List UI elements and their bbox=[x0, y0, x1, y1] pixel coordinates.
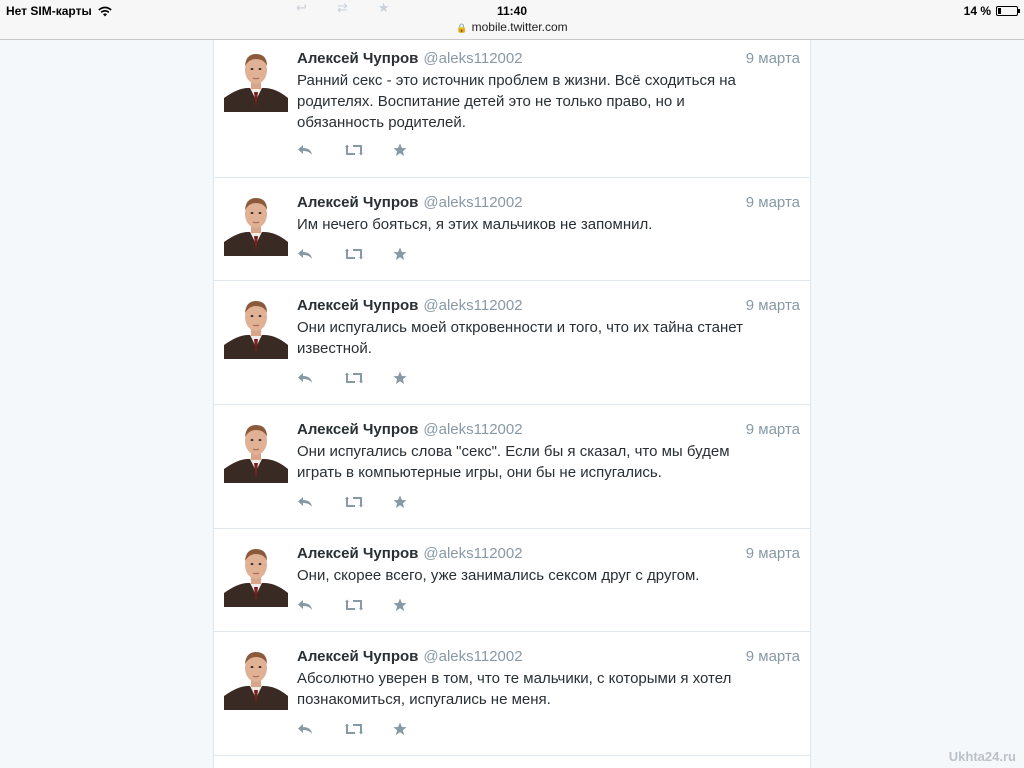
status-bar bbox=[0, 0, 1024, 40]
tweet-actions bbox=[297, 244, 441, 264]
reply-icon[interactable]: ↩ bbox=[296, 0, 307, 15]
retweet-icon[interactable] bbox=[345, 368, 393, 388]
retweet-icon[interactable] bbox=[345, 244, 393, 264]
tweet-text-line: обязанность родителей. bbox=[297, 114, 466, 131]
tweet-actions bbox=[297, 492, 441, 512]
tweet-body bbox=[297, 545, 800, 586]
tweet-body bbox=[297, 297, 800, 359]
tweet-text-line: Им нечего бояться, я этих мальчиков не запомнил. bbox=[297, 216, 653, 233]
tweet-header bbox=[297, 194, 800, 214]
reply-icon[interactable] bbox=[297, 140, 345, 160]
tweet-text bbox=[297, 565, 800, 586]
tweet-body bbox=[297, 421, 800, 483]
author-name[interactable]: Алексей Чупров bbox=[297, 297, 419, 314]
tweet-date[interactable]: 9 марта bbox=[745, 545, 800, 562]
avatar[interactable] bbox=[224, 48, 288, 112]
author-handle[interactable]: @aleks112002 bbox=[423, 421, 523, 438]
tweet-date[interactable]: 9 марта bbox=[745, 297, 800, 314]
clock: 11:40 bbox=[496, 4, 528, 18]
reply-icon[interactable] bbox=[297, 492, 345, 512]
tweet-text bbox=[297, 668, 800, 710]
battery-icon bbox=[996, 6, 1018, 16]
author-name[interactable]: Алексей Чупров bbox=[297, 194, 419, 211]
battery-indicator bbox=[964, 4, 1018, 18]
author-handle[interactable]: @aleks112002 bbox=[423, 648, 523, 665]
star-icon[interactable] bbox=[393, 719, 441, 739]
tweet-header bbox=[297, 50, 800, 70]
address-bar[interactable] bbox=[0, 20, 1024, 34]
star-icon[interactable] bbox=[393, 368, 441, 388]
star-icon[interactable] bbox=[393, 140, 441, 160]
avatar[interactable] bbox=[224, 646, 288, 710]
watermark: Ukhta24.ru bbox=[948, 749, 1016, 764]
retweet-icon[interactable] bbox=[345, 140, 393, 160]
star-icon[interactable]: ★ bbox=[377, 0, 390, 15]
reply-icon[interactable] bbox=[297, 719, 345, 739]
tweet-body bbox=[297, 194, 800, 235]
tweet[interactable] bbox=[214, 281, 810, 405]
tweet-actions bbox=[297, 140, 441, 160]
tweet-text bbox=[297, 317, 800, 359]
tweet-text bbox=[297, 441, 800, 483]
avatar-photo bbox=[224, 419, 288, 483]
avatar[interactable] bbox=[224, 543, 288, 607]
author-handle[interactable]: @aleks112002 bbox=[423, 297, 523, 314]
tweet-date[interactable]: 9 марта bbox=[745, 648, 800, 665]
tweet-text-line: Ранний секс - это источник проблем в жизни. Всё сходиться на bbox=[297, 72, 736, 89]
tweet-text-line: играть в компьютерные игры, они бы не испугались. bbox=[297, 464, 662, 481]
tweet[interactable] bbox=[214, 40, 810, 178]
tweet-text-line: Абсолютно уверен в том, что те мальчики, с которыми я хотел bbox=[297, 670, 732, 687]
reply-icon[interactable] bbox=[297, 595, 345, 615]
retweet-icon[interactable] bbox=[345, 595, 393, 615]
tweet-text-line: родителях. Воспитание детей это не только право, но и bbox=[297, 93, 685, 110]
reply-icon[interactable] bbox=[297, 368, 345, 388]
avatar[interactable] bbox=[224, 192, 288, 256]
reply-icon[interactable] bbox=[297, 244, 345, 264]
tweet-header bbox=[297, 648, 800, 668]
timeline[interactable] bbox=[213, 40, 811, 768]
tweet-header bbox=[297, 421, 800, 441]
battery-fill bbox=[998, 8, 1001, 14]
tweet-text-line: познакомиться, испугались не меня. bbox=[297, 691, 551, 708]
avatar-photo bbox=[224, 48, 288, 112]
tweet-date[interactable]: 9 марта bbox=[745, 421, 800, 438]
tweet-date[interactable]: 9 марта bbox=[745, 50, 800, 67]
avatar[interactable] bbox=[224, 419, 288, 483]
avatar-photo bbox=[224, 543, 288, 607]
retweet-icon[interactable] bbox=[345, 719, 393, 739]
author-handle[interactable]: @aleks112002 bbox=[423, 545, 523, 562]
tweet-actions bbox=[297, 595, 441, 615]
carrier-label: Нет SIM-карты bbox=[6, 4, 92, 18]
avatar-photo bbox=[224, 646, 288, 710]
battery-percent: 14 % bbox=[963, 4, 991, 18]
tweet-body bbox=[297, 648, 800, 710]
tweet[interactable] bbox=[214, 529, 810, 632]
author-handle[interactable]: @aleks112002 bbox=[423, 194, 523, 211]
star-icon[interactable] bbox=[393, 595, 441, 615]
lock-icon: 🔒 bbox=[456, 23, 468, 33]
author-name[interactable]: Алексей Чупров bbox=[297, 421, 419, 438]
tweet-text bbox=[297, 70, 800, 133]
author-name[interactable]: Алексей Чупров bbox=[297, 545, 419, 562]
avatar-photo bbox=[224, 192, 288, 256]
tweet-actions bbox=[297, 368, 441, 388]
author-name[interactable]: Алексей Чупров bbox=[297, 50, 419, 67]
avatar[interactable] bbox=[224, 295, 288, 359]
tweet[interactable] bbox=[214, 632, 810, 756]
tweet-text bbox=[297, 214, 800, 235]
url-text: mobile.twitter.com bbox=[471, 20, 568, 34]
tweet[interactable] bbox=[214, 405, 810, 529]
tweet-text-line: Они испугались моей откровенности и того, что их тайна станет bbox=[297, 319, 743, 336]
tweet-body bbox=[297, 50, 800, 133]
tweet-text-line: Они, скорее всего, уже занимались сексом друг с другом. bbox=[297, 567, 700, 584]
tweet-header bbox=[297, 297, 800, 317]
tweet-date[interactable]: 9 марта bbox=[745, 194, 800, 211]
author-name[interactable]: Алексей Чупров bbox=[297, 648, 419, 665]
tweet-actions bbox=[297, 719, 441, 739]
star-icon[interactable] bbox=[393, 492, 441, 512]
retweet-icon[interactable] bbox=[345, 492, 393, 512]
tweet-text-line: Они испугались слова "секс". Если бы я сказал, что мы будем bbox=[297, 443, 730, 460]
retweet-icon[interactable]: ⇄ bbox=[336, 0, 348, 15]
tweet-header bbox=[297, 545, 800, 565]
avatar-photo bbox=[224, 295, 288, 359]
author-handle[interactable]: @aleks112002 bbox=[423, 50, 523, 67]
star-icon[interactable] bbox=[393, 244, 441, 264]
tweet[interactable] bbox=[214, 178, 810, 281]
tweet-text-line: известной. bbox=[297, 340, 372, 357]
